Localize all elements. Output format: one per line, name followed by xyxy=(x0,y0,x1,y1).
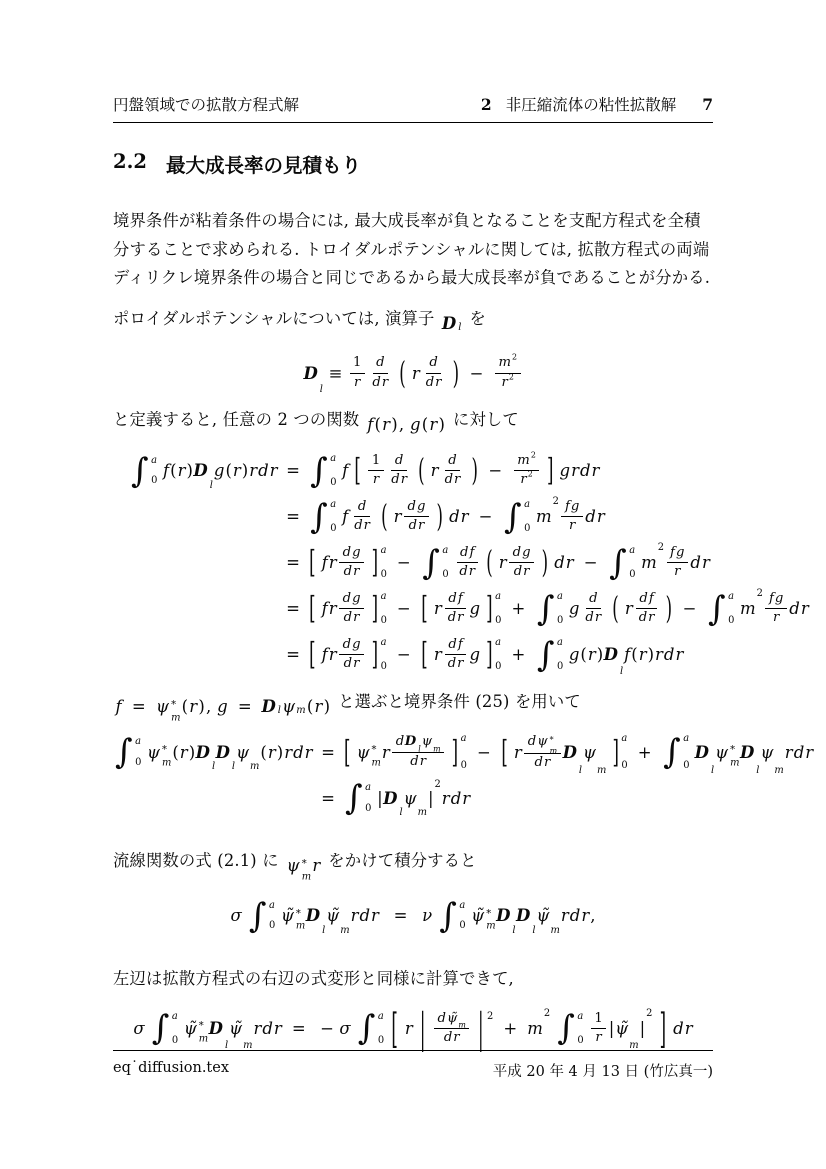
text-segment: と定義すると, 任意の 2 つの関数 xyxy=(113,410,365,430)
text-segment: 流線関数の式 (2.1) に xyxy=(113,851,285,871)
equation-row-cell: = xyxy=(321,788,335,808)
equation-final-quadratic-form: σ ∫ a 0 ψ̃ * m D l ψ̃ m r d r = − σ ∫ a 0 [ r | d ψ̃ m d r | 2 + m 2 ∫ a 0 $\frac{1}{r}$ | ψ̃ m | 2 ] d r xyxy=(133,1004,693,1053)
equation-row-cell: [ f r d g d r ] a 0 − [ r d f d r g ] a 0 + ∫ a 0 g d d r ( r d f d r ) − ∫ a 0 m 2 f g r d r xyxy=(309,587,809,628)
header-section-number: 2 xyxy=(480,95,492,114)
text-segment: をかけて積分すると xyxy=(322,851,477,871)
text-segment: を xyxy=(464,308,486,328)
paragraph-poloidal-intro xyxy=(113,305,713,339)
equation-operator-definition: D l ≡ $\frac{1}{r}$ d d r ( r d d r ) − m 2 r 2 xyxy=(113,348,713,398)
equation-row-cell: ∫ a 0 f d d r ( r d g d r ) d r − ∫ a 0 m 2 f g r d r xyxy=(310,495,605,536)
text-segment: ポロイダルポテンシャルについては, 演算子 xyxy=(113,308,440,328)
inline-math: f ( r ) , g ( r ) xyxy=(367,415,446,435)
paragraph-choose-fg xyxy=(113,688,713,722)
paragraph-define-functions xyxy=(113,406,713,440)
equation-row-cell: [ ψ * m r d D l ψ m d r ] a 0 − [ r d ψ * m d r D l ψ m ] a 0 + ∫ a 0 D l ψ * m D l ψ m r d r xyxy=(344,732,814,776)
equation-row-cell: ∫ a 0 | D l ψ m | 2 r d r xyxy=(345,778,471,819)
text-segment: 左辺は拡散方程式の右辺の式変形と同様に計算できて, xyxy=(113,968,514,988)
section-title: 最大成長率の見積もり xyxy=(165,154,361,177)
equation-row-cell: = xyxy=(286,645,300,665)
equation-row-cell: = xyxy=(286,553,300,573)
equation-row-cell: = xyxy=(286,599,300,619)
equation-row-cell: ∫ a 0 ψ * m ( r ) D l D l ψ m ( r ) r d r xyxy=(115,732,313,773)
eqnarray-integration-by-parts xyxy=(129,448,809,678)
page-header xyxy=(113,93,713,123)
equation-row-cell: ∫ a 0 f [ $\frac{1}{r}$ d d r ( r d d r ) − m 2 r 2 ] g r d r xyxy=(310,450,600,490)
header-left-title: 円盤領域での拡散方程式解 xyxy=(113,96,300,114)
inline-math: f = ψ * m ( r ) , g = D l ψ m ( r ) xyxy=(115,696,331,724)
footer-filename: eq˙diffusion.tex xyxy=(113,1060,230,1076)
paragraph-line: 分することで求められる. トロイダルポテンシャルに関しては, 拡散方程式の両端 xyxy=(113,239,710,259)
paragraph-lhs-compute xyxy=(113,965,713,994)
section-number: 2.2 xyxy=(113,150,147,173)
page-footer xyxy=(113,1050,713,1081)
header-page-number: 7 xyxy=(702,95,713,114)
paragraph-line: ディリクレ境界条件の場合と同じであるから最大成長率が負であることが分かる. xyxy=(113,268,711,288)
equation-row-cell: = xyxy=(286,507,300,527)
section-heading xyxy=(113,150,713,178)
paragraph-streamfunction xyxy=(113,847,713,881)
inline-math: D l xyxy=(441,313,462,333)
equation-row-cell: [ f r d g d r ] a 0 − [ r d f d r g ] a 0 + ∫ a 0 g ( r ) D l f ( r ) r d r xyxy=(309,634,684,678)
equation-row-cell: = xyxy=(286,461,300,481)
equation-row-cell: [ f r d g d r ] a 0 − ∫ a 0 d f d r ( r d g d r ) d r − ∫ a 0 m 2 f g r d r xyxy=(309,541,710,582)
equation-row-cell: ∫ a 0 f ( r ) D l g ( r ) r d r xyxy=(131,450,278,492)
equation-sigma-nu: σ ∫ a 0 ψ̃ * m D l ψ̃ m r d r = ν ∫ a 0 ψ̃ * m D l D l ψ̃ m r d r , xyxy=(230,895,596,937)
eqnarray-psi-identity xyxy=(113,729,814,821)
header-section-title: 非圧縮流体の粘性拡散解 xyxy=(505,96,677,114)
equation-row-cell: = xyxy=(321,742,335,762)
text-segment: に対して xyxy=(447,410,519,430)
inline-math: ψ * m r xyxy=(286,856,321,883)
document-content xyxy=(113,207,814,1054)
footer-date: 平成 20 年 4 月 13 日 (竹広真一) xyxy=(492,1064,713,1080)
text-segment: と選ぶと境界条件 (25) を用いて xyxy=(332,691,581,711)
paragraph-line: 境界条件が粘着条件の場合には, 最大成長率が負となることを支配方程式を全積 xyxy=(113,211,701,230)
paragraph-boundary-conditions xyxy=(113,207,713,293)
